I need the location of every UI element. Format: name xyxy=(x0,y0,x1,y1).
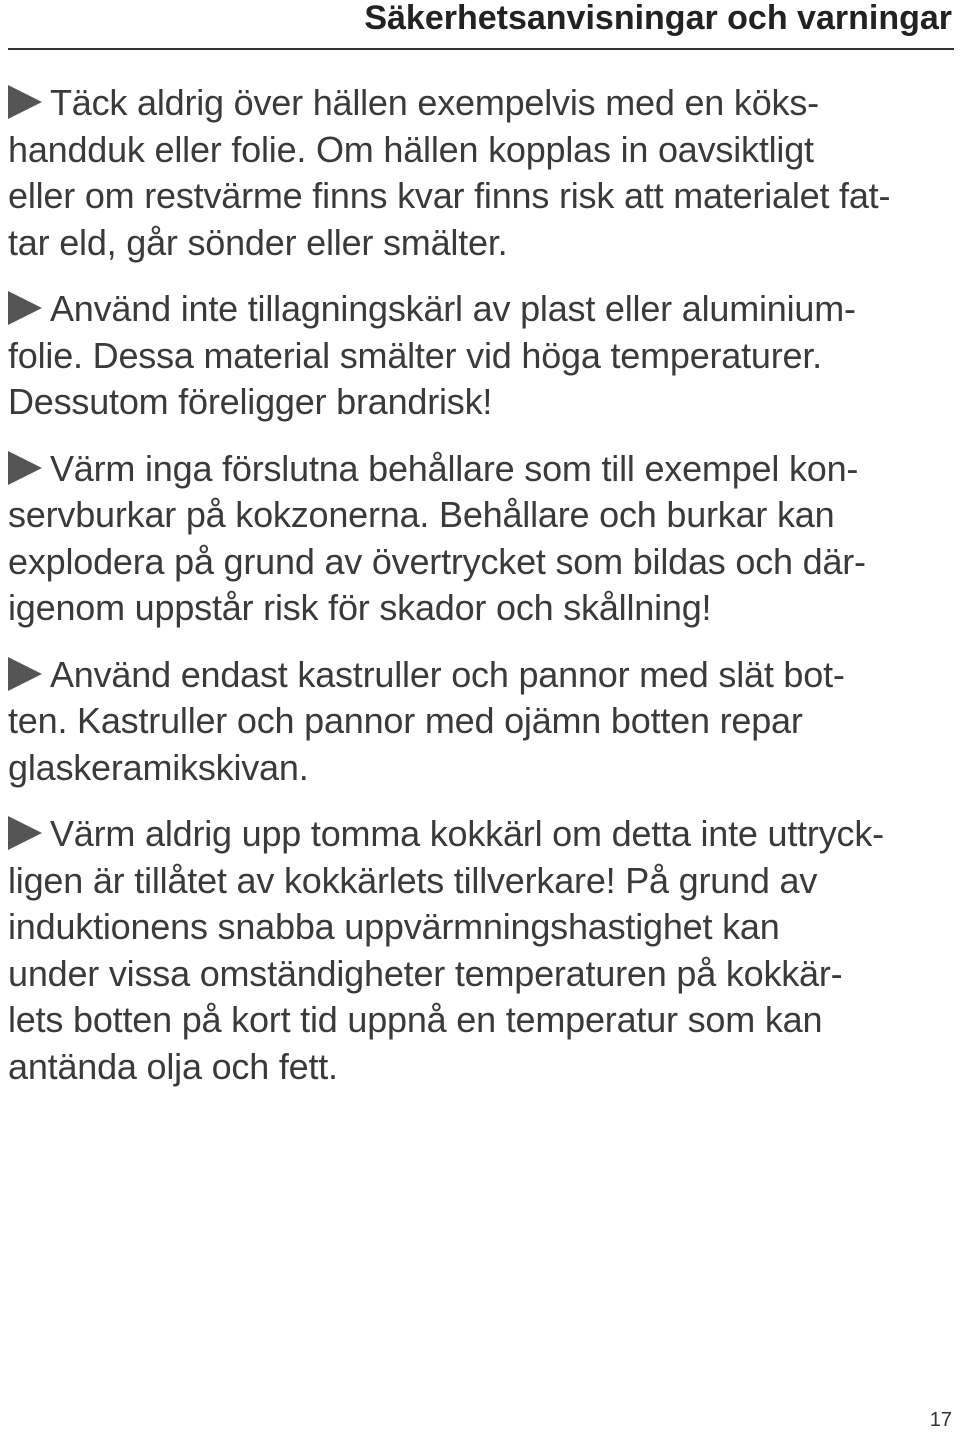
triangle-bullet-icon xyxy=(8,451,42,485)
warning-line: folie. Dessa material smälter vid höga temperaturer. xyxy=(8,334,822,376)
header-divider xyxy=(8,48,954,50)
triangle-bullet-icon xyxy=(8,816,42,850)
page-number: 17 xyxy=(929,1409,952,1431)
warning-line: handduk eller folie. Om hällen kopplas in oavsiktligt xyxy=(8,128,814,170)
warning-line: antända olja och fett. xyxy=(8,1045,338,1087)
warning-line: explodera på grund av övertrycket som bildas och där- xyxy=(8,540,866,582)
warning-item xyxy=(8,811,952,1090)
warning-item xyxy=(8,446,952,632)
warning-line: glaskeramikskivan. xyxy=(8,746,309,788)
triangle-bullet-icon xyxy=(8,291,42,325)
warning-item xyxy=(8,286,952,426)
section-title: Säkerhetsanvisningar och varningar xyxy=(364,0,952,37)
warning-line: eller om restvärme finns kvar finns risk att materialet fat- xyxy=(8,175,891,216)
warning-line: Täck aldrig över hällen exempelvis med en köks- xyxy=(50,82,819,123)
warning-line: Dessutom föreligger brandrisk! xyxy=(8,381,493,422)
triangle-bullet-icon xyxy=(8,85,42,119)
warning-line: ten. Kastruller och pannor med ojämn botten repar xyxy=(8,700,803,741)
warning-item xyxy=(8,80,952,266)
page-header xyxy=(0,0,960,48)
warning-line: tar eld, går sönder eller smälter. xyxy=(8,221,508,263)
warning-line: ligen är tillåtet av kokkärlets tillverkare! På grund av xyxy=(8,859,818,901)
warning-line: Använd endast kastruller och pannor med slät bot- xyxy=(50,653,845,695)
warning-line: Använd inte tillagningskärl av plast eller aluminium- xyxy=(50,288,856,329)
warning-line: Värm aldrig upp tomma kokkärl om detta inte uttryck- xyxy=(50,813,884,854)
warnings-list xyxy=(8,80,952,1110)
warning-line: servburkar på kokzonerna. Behållare och burkar kan xyxy=(8,494,835,535)
warning-line: induktionens snabba uppvärmningshastighet kan xyxy=(8,906,780,947)
warning-line: lets botten på kort tid uppnå en temperatur som kan xyxy=(8,999,823,1040)
warning-item xyxy=(8,652,952,792)
warning-line: Värm inga förslutna behållare som till exempel kon- xyxy=(50,447,859,489)
triangle-bullet-icon xyxy=(8,657,42,691)
warning-line: igenom uppstår risk för skador och skållning! xyxy=(8,587,712,628)
warning-line: under vissa omständigheter temperaturen på kokkär- xyxy=(8,952,843,994)
